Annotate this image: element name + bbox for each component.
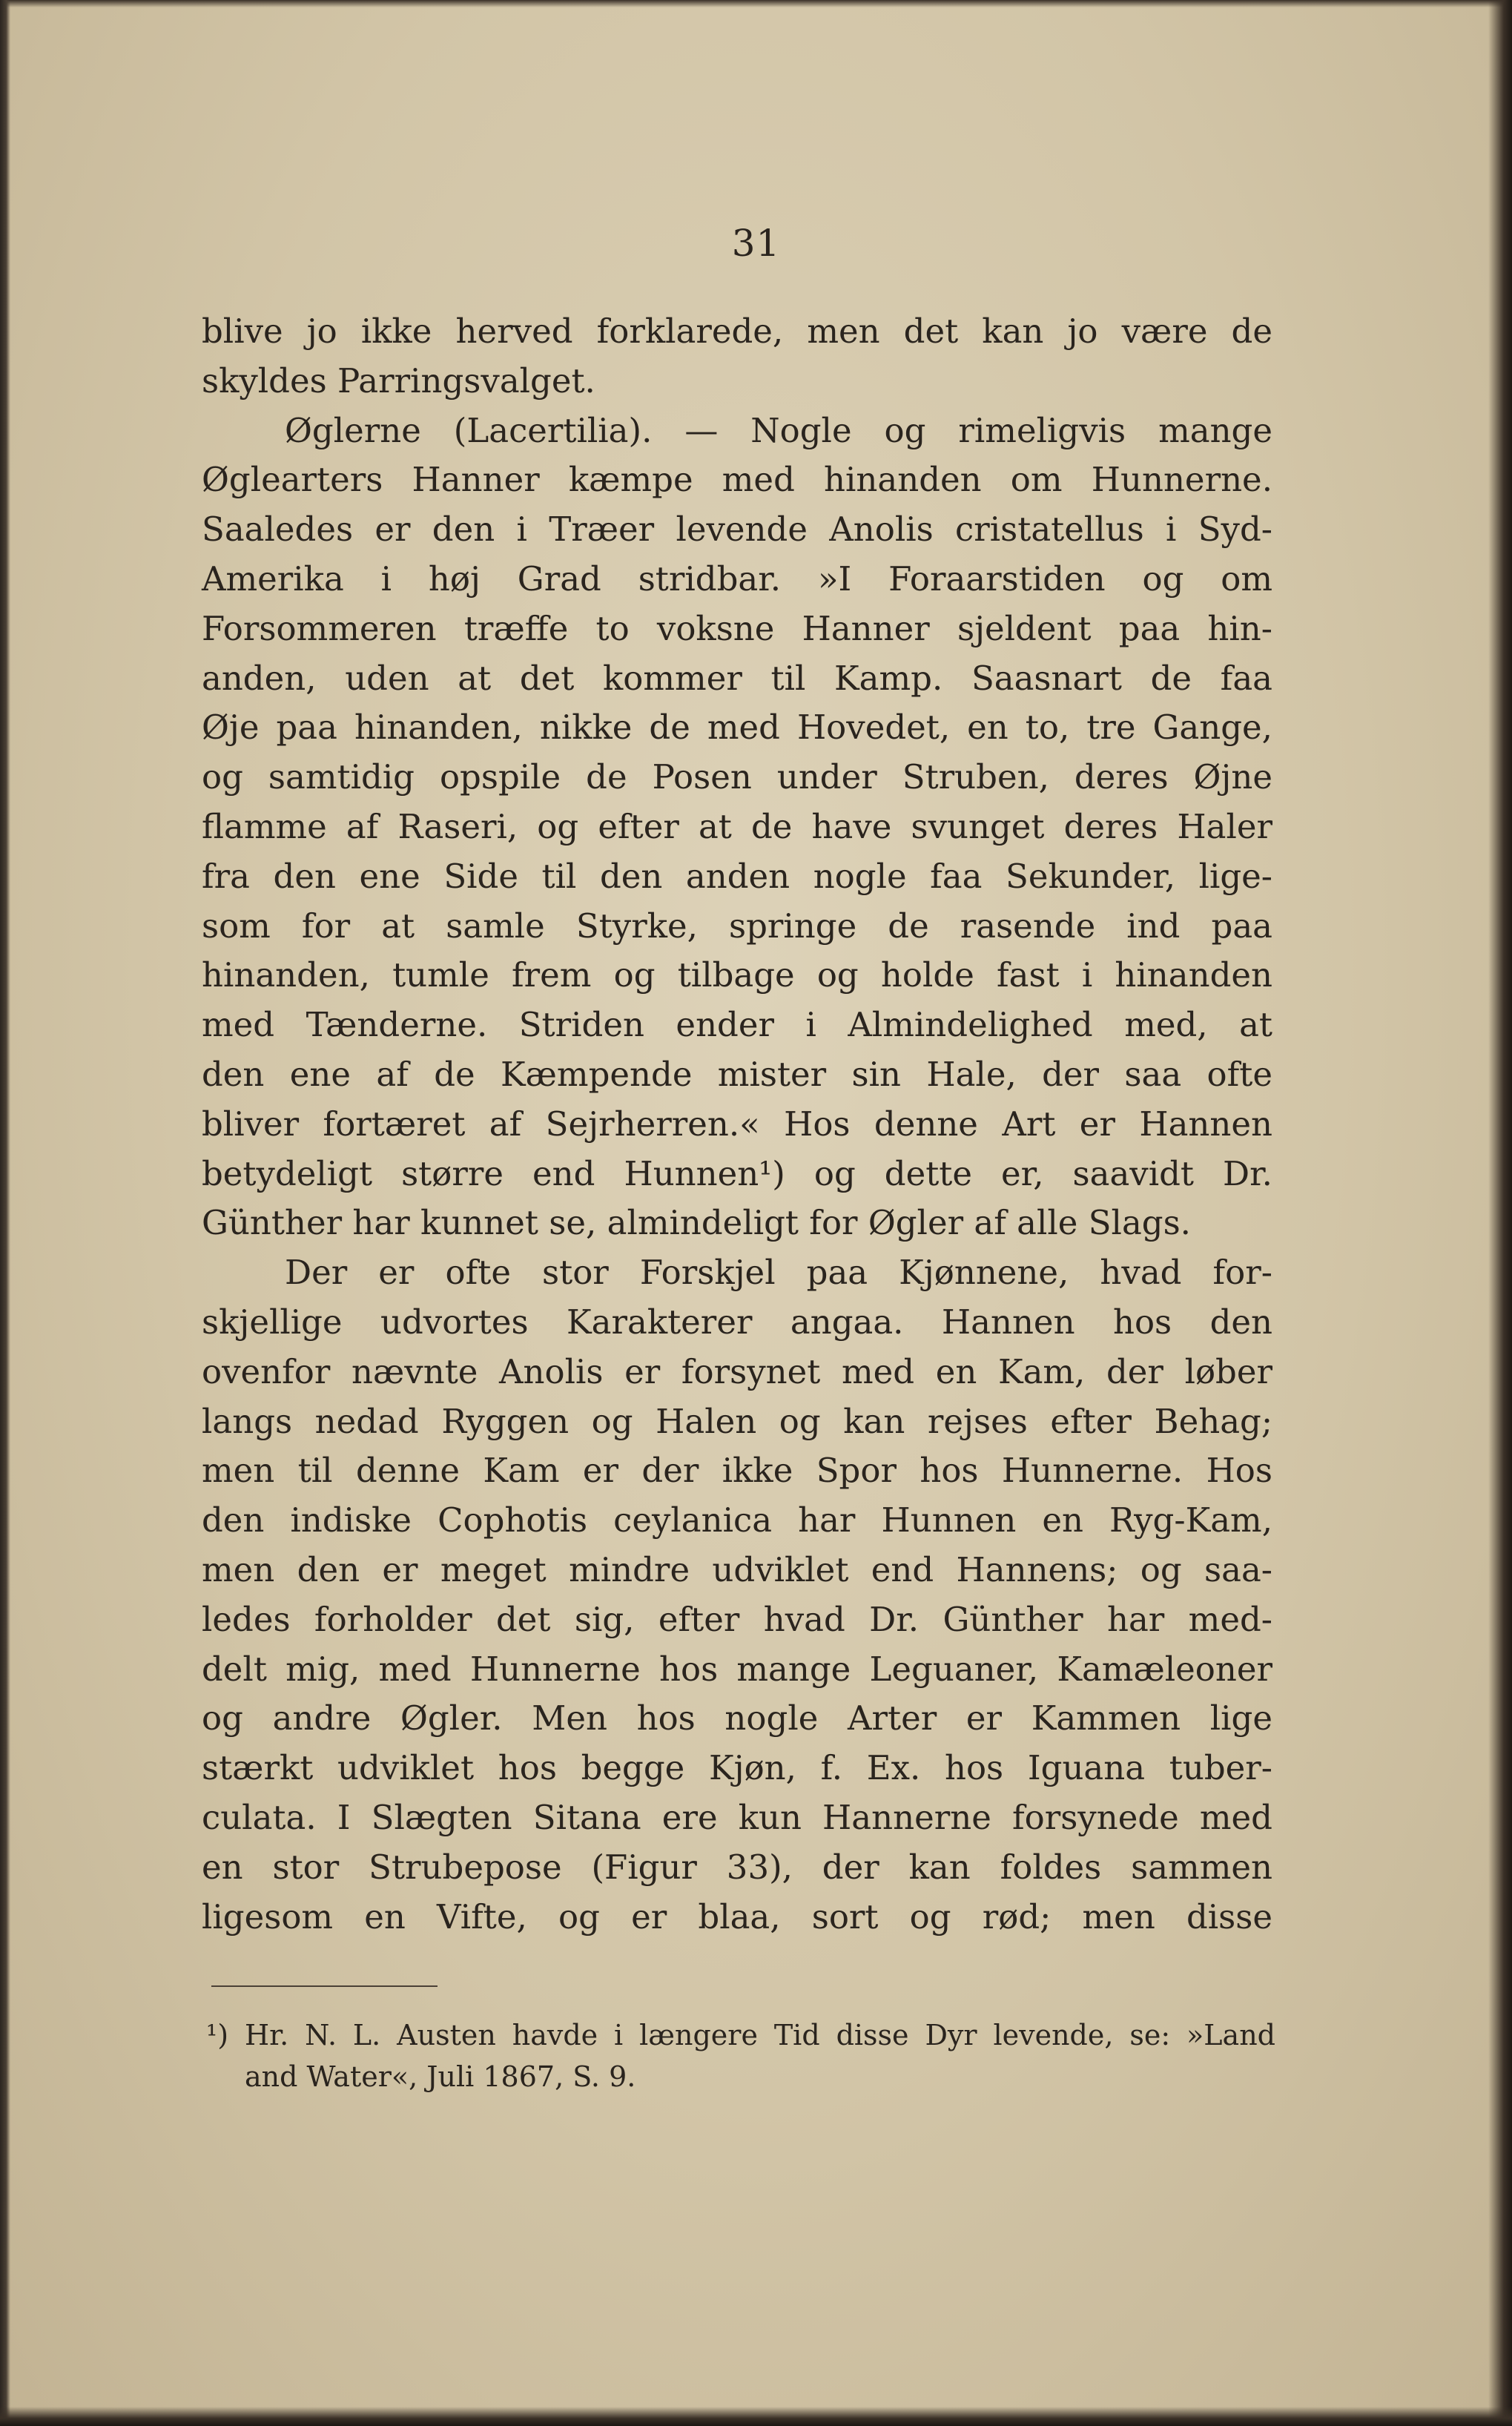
text-line: Saaledes er den i Træer levende Anolis cristatellus i Syd- bbox=[202, 510, 1272, 550]
page-edge-right bbox=[1488, 0, 1512, 2426]
text-line: den indiske Cophotis ceylanica har Hunnen en Ryg-Kam, bbox=[202, 1500, 1272, 1540]
text-line: culata. I Slægten Sitana ere kun Hannerne forsynede med bbox=[202, 1797, 1272, 1837]
text-line: fra den ene Side til den anden nogle faa Sekunder, lige- bbox=[202, 856, 1272, 896]
footnote bbox=[206, 2014, 1275, 2097]
text-line: ligesom en Vifte, og er blaa, sort og rød; men disse bbox=[202, 1896, 1272, 1936]
page-edge-top bbox=[0, 0, 1512, 7]
body-text bbox=[202, 307, 1272, 1942]
text-line: Günther har kunnet se, almindeligt for Øgler af alle Slags. bbox=[202, 1203, 1191, 1243]
text-line: stærkt udviklet hos begge Kjøn, f. Ex. hos Iguana tuber- bbox=[202, 1748, 1272, 1788]
text-line: anden, uden at det kommer til Kamp. Saasnart de faa bbox=[202, 658, 1272, 698]
footnote-marker: ¹) bbox=[206, 2019, 229, 2051]
text-line: hinanden, tumle frem og tilbage og holde fast i hinanden bbox=[202, 955, 1272, 995]
text-line: betydeligt større end Hunnen¹) og dette er, saavidt Dr. bbox=[202, 1153, 1272, 1193]
text-line: med Tænderne. Striden ender i Almindelighed med, at bbox=[202, 1005, 1272, 1045]
text-line: og samtidig opspile de Posen under Struben, deres Øjne bbox=[202, 757, 1272, 797]
text-line: delt mig, med Hunnerne hos mange Leguaner, Kamæleoner bbox=[202, 1649, 1272, 1689]
text-line: Forsommeren træffe to voksne Hanner sjeldent paa hin- bbox=[202, 608, 1272, 648]
text-line: Der er ofte stor Forskjel paa Kjønnene, hvad for- bbox=[285, 1253, 1272, 1293]
text-line: langs nedad Ryggen og Halen og kan rejses efter Behag; bbox=[202, 1401, 1272, 1441]
text-line: ledes forholder det sig, efter hvad Dr. Günther har med- bbox=[202, 1599, 1272, 1639]
text-line: og andre Øgler. Men hos nogle Arter er Kammen lige bbox=[202, 1698, 1272, 1738]
text-line: Øglerne (Lacertilia). — Nogle og rimeligvis mange bbox=[285, 410, 1272, 450]
footnote-divider bbox=[211, 1985, 438, 1987]
footnote-line: and Water«, Juli 1867, S. 9. bbox=[245, 2060, 636, 2093]
text-line: men til denne Kam er der ikke Spor hos Hunnerne. Hos bbox=[202, 1451, 1272, 1491]
page-edge-left bbox=[0, 0, 10, 2426]
page-number: 31 bbox=[731, 222, 781, 265]
text-line: ovenfor nævnte Anolis er forsynet med en Kam, der løber bbox=[202, 1351, 1272, 1391]
text-line: en stor Strubepose (Figur 33), der kan foldes sammen bbox=[202, 1847, 1272, 1887]
text-line: Øglearters Hanner kæmpe med hinanden om Hunnerne. bbox=[202, 460, 1272, 500]
text-line: men den er meget mindre udviklet end Hannens; og saa- bbox=[202, 1549, 1272, 1589]
text-line: Amerika i høj Grad stridbar. »I Foraarstiden og om bbox=[202, 558, 1272, 599]
text-line: flamme af Raseri, og efter at de have svunget deres Haler bbox=[202, 806, 1272, 846]
text-line: den ene af de Kæmpende mister sin Hale, der saa ofte bbox=[202, 1054, 1272, 1094]
text-line: blive jo ikke herved forklarede, men det kan jo være de bbox=[202, 312, 1272, 351]
text-line: som for at samle Styrke, springe de rasende ind paa bbox=[202, 906, 1272, 946]
page-edge-bottom bbox=[0, 2407, 1512, 2426]
footnote-line: Hr. N. L. Austen havde i længere Tid disse Dyr levende, se: »Land bbox=[245, 2019, 1275, 2051]
text-line: Øje paa hinanden, nikke de med Hovedet, en to, tre Gange, bbox=[202, 708, 1272, 748]
text-line: skyldes Parringsvalget. bbox=[202, 360, 595, 401]
text-line: skjellige udvortes Karakterer angaa. Hannen hos den bbox=[202, 1302, 1272, 1342]
text-line: bliver fortæret af Sejrherren.« Hos denne Art er Hannen bbox=[202, 1104, 1272, 1144]
